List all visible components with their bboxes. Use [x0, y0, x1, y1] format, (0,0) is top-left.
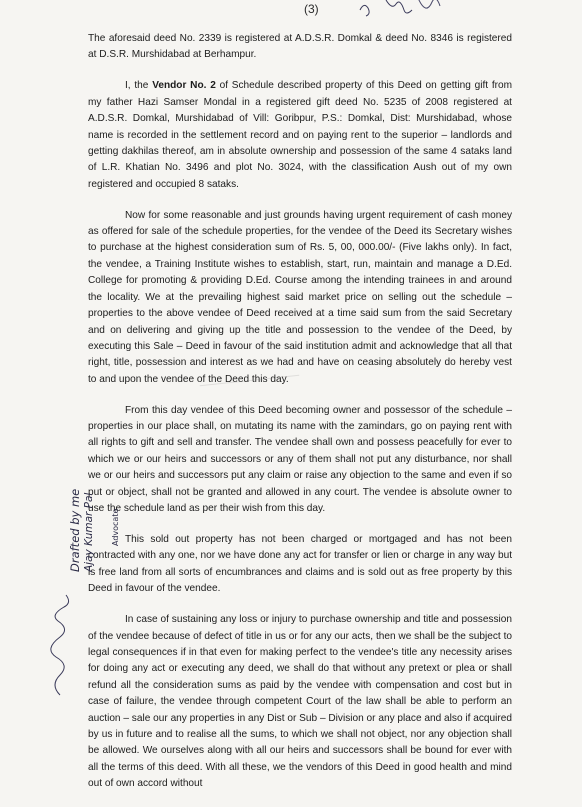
vendor-2-label: Vendor No. 2	[152, 80, 216, 92]
deed-paragraph: Now for some reasonable and just grounds having urgent requirement of cash money as offered for sale of the schedule properties, for the vendee of the Deed its Secretary wishes to purchase at the highest consideration sum of Rs. 5, 00, 000.00/- (Five lakhs only). In fact, the vendee, a Training Institute wishes to establish, start, run, maintain and manage a D.Ed. College for promoting & providing D.Ed. Course among the intending trainees in and around the locality. We at the prevailing highest said market price on selling out the schedule – properties to the above vendee of Deed received at a time said sum from the said Secretary and on delivering and giving up the title and possession to the vendee of the Deed, by executing this Sale – Deed in favour of the said institution admit and acknowledge that all that right, title, possession and interest as we had and have on ceasing absolutely do hereby vest to and upon the vendee of the Deed this day.	[88, 209, 512, 385]
top-signature-scribble	[358, 0, 448, 26]
stamp-line-name: Ajay Kumar Pal	[83, 492, 95, 572]
deed-paragraph: This sold out property has not been charged or mortgaged and has not been contracted with any one, nor we have done any act for transfer or lien or charge in any way but is free land from all sorts of encumbrances and claims and is sold out as free property by this Deed in favour of the vendee.	[88, 533, 512, 595]
drafted-by-stamp	[0, 488, 120, 720]
stamp-line-title: Advocate	[111, 508, 120, 546]
deed-body	[88, 31, 512, 807]
deed-paragraph: From this day vendee of this Deed becoming owner and possessor of the schedule – properties in our place shall, on mutating its name with the zamindars, go on paying rent with all rights to gift and sell and transfer. The vendee shall own and possess peacefully for ever to which we or our heirs and successors or any of them shall not put any disturbance, nor shall we or our heirs and successors put any claim or raise any objection to the same and even if so put or object, shall not be granted and allowed in any court. The vendee is absolute owner to use the schedule land as per their wish from this day.	[88, 404, 512, 515]
vendor-2-paragraph: I, the Vendor No. 2 of Schedule described property of this Deed on getting gift from my father Hazi Samser Mondal in a registered gift deed No. 5235 of 2008 registered at A.D.S.R. Domkal, Murshidabad of Vill: Goribpur, P.S.: Domkal, Dist: Murshidabad, whose name is recorded in the settlement record and on paying rent to the superior – landlords and getting dakhilas thereof, am in absolute ownership and possession of the same 4 sataks land of L.R. Khatian No. 3496 and plot No. 3024, with the classification Aush out of my own registered and occupied 8 sataks.	[88, 80, 513, 190]
page-number: (3)	[304, 2, 319, 16]
deed-paragraph: The aforesaid deed No. 2339 is registered at A.D.S.R. Domkal & deed No. 8346 is registered at D.S.R. Murshidabad at Berhampur.	[88, 33, 512, 61]
stamp-line-drafted: Drafted by me	[68, 488, 82, 572]
advocate-signature	[40, 590, 80, 700]
deed-paragraph: In case of sustaining any loss or injury to purchase ownership and title and possession of the vendee because of defect of title in us or for any our acts, then we shall be the subject to legal consequences if in that even for making perfect to the vendee's title any necessity arises for doing any act or executing any deed, we shall do that without any pretext or plea or shall refund all the consideration sums as paid by the vendee with compensation and cost but in case of failure, the vendee through competent Court of the law shall be able to perform an auction – sale our any properties in any Dist or Sub – Division or any place and also if acquired by us in future and to realise all the sums, to which we shall not object, nor any objection shall be allowed. We ourselves along with all our heirs and successors shall be bound for ever with all the terms of this deed. With all these, we the vendors of this Deed in good health and mind out of own accord without	[88, 614, 512, 790]
